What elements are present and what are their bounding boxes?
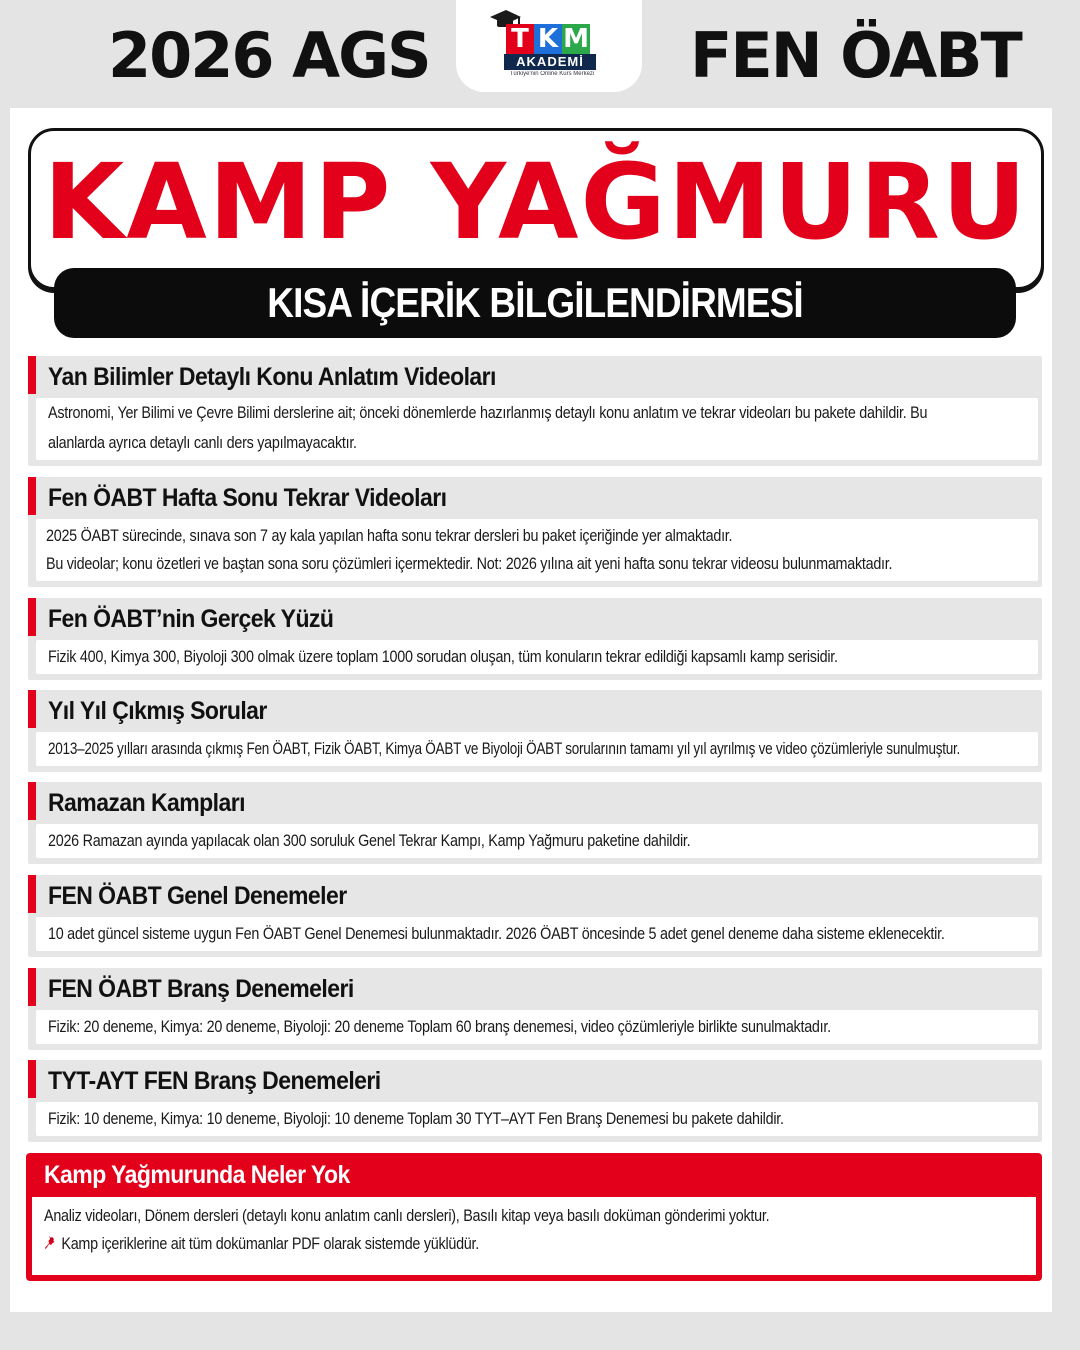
section-heading: Yan Bilimler Detaylı Konu Anlatım Videoları [48,363,496,391]
section-text-line: Fizik: 10 deneme, Kimya: 10 deneme, Biyoloji: 10 deneme Toplam 30 TYT–AYT Fen Branş Denemesi bu pakete dahildir. [48,1110,784,1128]
section-text-line: Fizik: 20 deneme, Kimya: 20 deneme, Biyoloji: 20 deneme Toplam 60 branş denemesi, video çözümleriyle birlikte sunulmaktadır. [48,1018,831,1036]
section-text-line: 2013–2025 yılları arasında çıkmış Fen ÖABT, Fizik ÖABT, Kimya ÖABT ve Biyoloji ÖABT sorularının tamamı yıl yıl ayrılmış ve video çözümleriyle sunulmuştur. [48,740,961,758]
section-text-line: 2026 Ramazan ayında yapılacak olan 300 soruluk Genel Tekrar Kampı, Kamp Yağmuru paketine dahildir. [48,832,691,850]
page-subtitle: KISA İÇERİK BİLGİLENDİRMESİ [267,279,803,326]
section-text-line: Bu videolar; konu özetleri ve baştan sona soru çözümleri içermektedir. Not: 2026 yılına ait yeni hafta sonu tekrar videosu bulunmamaktadır. [46,555,893,573]
section-heading: Yıl Yıl Çıkmış Sorular [48,697,267,725]
section-accent [28,968,36,1006]
section-body [36,398,1038,460]
section-accent [28,477,36,515]
section-tyt-ayt [28,1060,1042,1142]
section-heading: Fen ÖABT’nin Gerçek Yüzü [48,605,334,633]
header-field-label: FEN ÖABT [690,19,1021,92]
section-accent [28,1060,36,1098]
not-included-body [32,1197,1036,1275]
logo-letter-m: M [563,24,589,54]
logo-letter-k: K [534,24,562,54]
header-exam-label: 2026 AGS [108,19,430,92]
section-body [36,519,1038,581]
section-heading: FEN ÖABT Genel Denemeler [48,882,347,910]
section-genel-denemeler [28,875,1042,957]
section-accent [28,690,36,728]
not-included-note [44,1235,479,1254]
logo-letter-t: T [506,24,534,54]
section-accent [28,782,36,820]
section-heading: TYT-AYT FEN Branş Denemeleri [48,1067,381,1095]
section-body [36,1102,1038,1136]
section-gercek-yuzu [28,598,1042,680]
section-heading: FEN ÖABT Branş Denemeleri [48,975,354,1003]
section-brans-denemeleri [28,968,1042,1050]
not-included-text: Analiz videoları, Dönem dersleri (detaylı konu anlatım canlı dersleri), Basılı kitap veya basılı doküman gönderimi yoktur. [44,1207,770,1225]
section-body [36,917,1038,951]
bottom-band [0,1312,1080,1350]
section-accent [28,356,36,394]
section-yan-bilimler [28,356,1042,466]
section-accent [28,598,36,636]
section-text-line: alanlarda ayrıca detaylı canlı ders yapılmayacaktır. [48,434,357,452]
logo-akademi: AKADEMİ [504,54,596,70]
page-title: KAMP YAĞMURU [43,141,1029,263]
logo-letters [506,24,590,54]
section-accent [28,875,36,913]
section-text-line: 10 adet güncel sisteme uygun Fen ÖABT Genel Denemesi bulunmaktadır. 2026 ÖABT öncesinde 5 adet genel deneme daha sisteme eklenecektir. [48,925,945,943]
section-body [36,824,1038,858]
section-body [36,640,1038,674]
section-body [36,1010,1038,1044]
not-included-box [26,1153,1042,1281]
section-text-line: 2025 ÖABT sürecinde, sınava son 7 ay kala yapılan hafta sonu tekrar dersleri bu paket içeriğinde yer almaktadır. [46,527,733,545]
section-hafta-sonu [28,477,1042,587]
section-text-line: Astronomi, Yer Bilimi ve Çevre Bilimi derslerine ait; önceki dönemlerde hazırlanmış detaylı konu anlatım ve tekrar videoları bu pakete dahildir. Bu [48,404,928,422]
logo-tagline: Türkiye'nin Online Kurs Merkezi [509,71,595,77]
section-ramazan [28,782,1042,864]
pushpin-icon [44,1235,58,1251]
not-included-note-text: Kamp içeriklerine ait tüm dokümanlar PDF olarak sistemde yüklüdür. [61,1235,480,1253]
section-cikmis-sorular [28,690,1042,772]
brand-logo [456,0,642,92]
section-heading: Ramazan Kampları [48,789,245,817]
section-text-line: Fizik 400, Kimya 300, Biyoloji 300 olmak üzere toplam 1000 sorudan oluşan, tüm konuların tekrar edildiği kapsamlı kamp serisidir. [48,648,838,666]
not-included-heading: Kamp Yağmurunda Neler Yok [44,1161,350,1189]
section-body [36,732,1038,766]
section-heading: Fen ÖABT Hafta Sonu Tekrar Videoları [48,484,447,512]
